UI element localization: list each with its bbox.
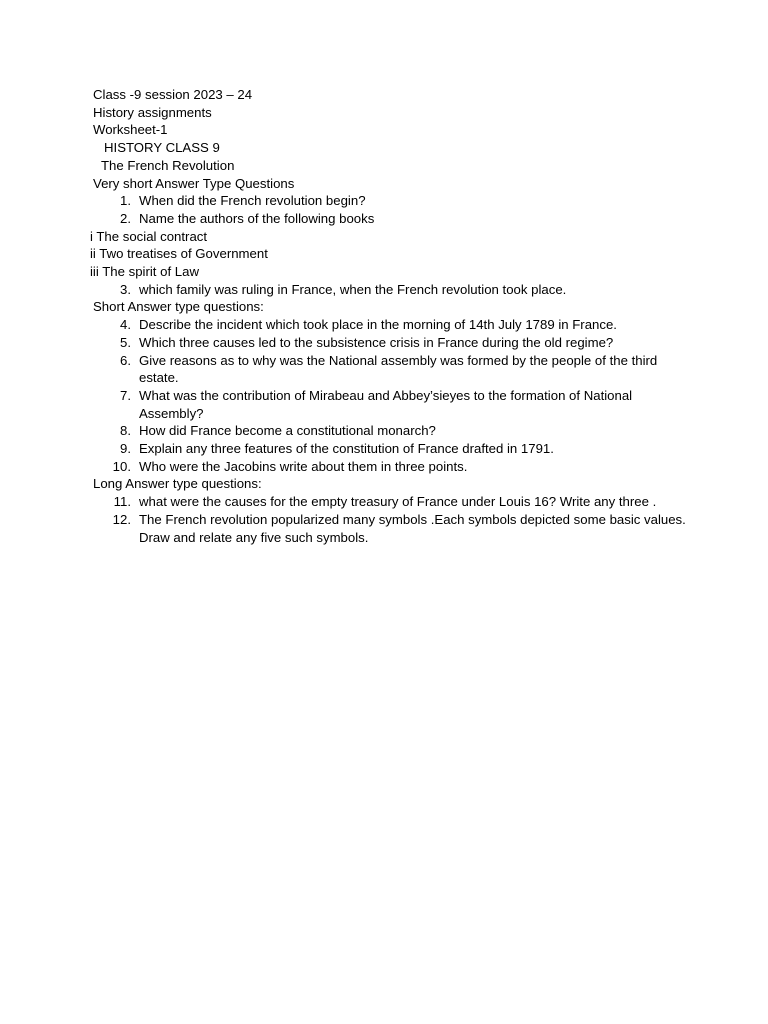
worksheet-page [90,86,693,546]
question-number: 8. [120,423,131,439]
question-9 [93,440,693,458]
question-text: what were the causes for the empty treasury of France under Louis 16? Write any three . [139,494,657,510]
sub-item-spirit-of-law: iii The spirit of Law [90,264,199,280]
question-number: 3. [120,281,131,297]
question-1 [93,192,693,210]
question-number: 11. [113,494,131,510]
question-12 [93,511,693,546]
chapter-title: The French Revolution [101,157,235,173]
long-section-title: Long Answer type questions: [93,476,262,492]
question-number: 12. [112,511,131,527]
question-text: What was the contribution of Mirabeau and Abbey’sieyes to the formation of National Assembly? [139,387,633,421]
sub-item-two-treatises: ii Two treatises of Government [90,246,268,262]
worksheet-number: Worksheet-1 [93,122,168,138]
question-7 [93,387,693,422]
question-3 [93,281,693,299]
question-2 [93,210,693,228]
question-text: Give reasons as to why was the National assembly was formed by the people of the third estate. [139,352,658,386]
question-5 [93,334,693,352]
short-section-title: Short Answer type questions: [93,299,264,315]
question-number: 2. [120,210,131,226]
question-number: 7. [120,387,131,403]
question-number: 5. [120,334,131,350]
question-text: Who were the Jacobins write about them in three points. [139,458,468,474]
subject-heading: HISTORY CLASS 9 [104,140,220,156]
question-text: When did the French revolution begin? [139,193,366,209]
question-number: 6. [120,352,131,368]
sub-item-social-contract: i The social contract [90,228,208,244]
question-6 [93,352,693,387]
question-text: The French revolution popularized many symbols .Each symbols depicted some basic values. Draw and relate any five such symbols. [139,511,686,545]
question-number: 1. [120,193,131,209]
very-short-section-title: Very short Answer Type Questions [93,175,295,191]
question-number: 4. [120,317,131,333]
question-number: 10. [112,458,131,474]
question-11 [93,493,693,511]
question-text: Which three causes led to the subsistence crisis in France during the old regime? [139,334,614,350]
question-number: 9. [120,441,131,457]
question-4 [93,316,693,334]
question-text: Explain any three features of the constitution of France drafted in 1791. [139,441,554,457]
question-8 [93,422,693,440]
question-text: Describe the incident which took place in the morning of 14th July 1789 in France. [139,317,617,333]
question-text: which family was ruling in France, when the French revolution took place. [139,281,567,297]
assignment-title: History assignments [93,104,212,120]
question-text: How did France become a constitutional monarch? [139,423,436,439]
question-10 [93,458,693,476]
class-session-line: Class -9 session 2023 – 24 [93,87,253,102]
question-text: Name the authors of the following books [139,210,375,226]
